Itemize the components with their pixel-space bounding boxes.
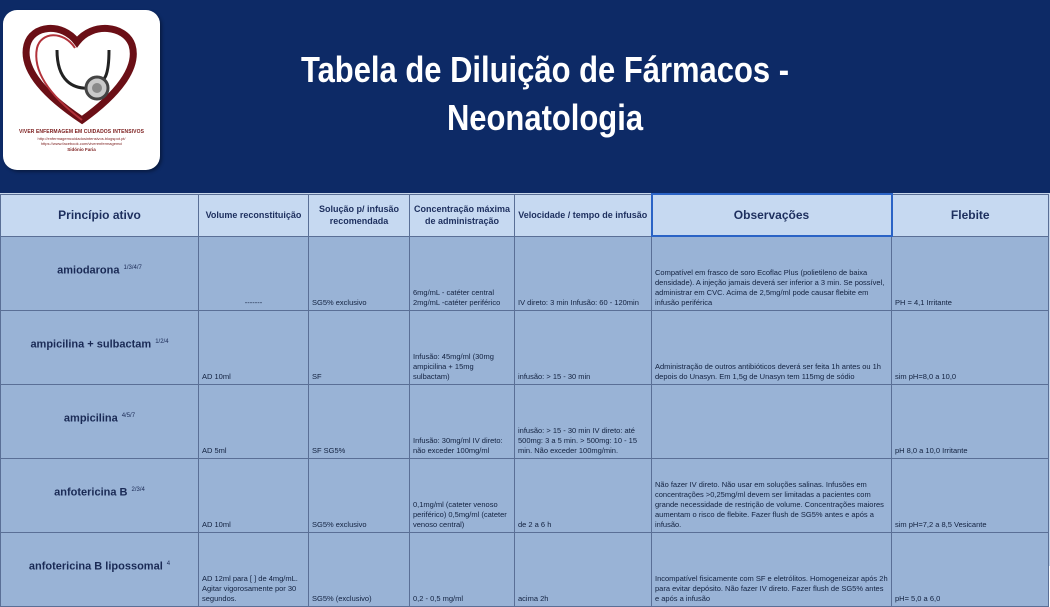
- table-row: [1, 236, 1049, 310]
- cell-reconstitution-volume-text: AD 10ml: [202, 371, 231, 381]
- drug-name: anfotericina B: [54, 486, 128, 499]
- table-row: [1, 532, 1049, 606]
- cell-max-concentration-text: 0,1mg/ml (cateter venoso periférico) 0,5mg/ml (cateter venoso central): [413, 499, 507, 529]
- column-header-phlebitis: Flebite: [892, 194, 1049, 236]
- cell-infusion-solution[interactable]: [309, 236, 410, 310]
- table-row: [1, 458, 1049, 532]
- cell-observations[interactable]: [652, 310, 892, 384]
- logo-title: VIVER ENFERMAGEM EM CUIDADOS INTENSIVOS: [18, 129, 145, 135]
- cell-infusion-speed[interactable]: [515, 310, 652, 384]
- cell-max-concentration[interactable]: [410, 310, 515, 384]
- logo-author: Sidónio Faria: [67, 147, 96, 152]
- drug-references: 4: [166, 560, 171, 567]
- column-header-infusion-solution: Solução p/ infusão recomendada: [309, 194, 410, 236]
- cell-phlebitis[interactable]: [892, 532, 1049, 606]
- cell-infusion-solution-text: SF: [312, 371, 322, 381]
- drug-references: 2/3/4: [131, 486, 145, 493]
- cell-reconstitution-volume[interactable]: [199, 236, 309, 310]
- drug-name: ampicilina + sulbactam: [30, 338, 152, 351]
- cell-infusion-solution-text: SF SG5%: [312, 445, 346, 455]
- cell-phlebitis-text: PH = 4,1 Irritante: [895, 297, 952, 307]
- cell-infusion-solution[interactable]: [309, 384, 410, 458]
- cell-infusion-solution-text: SG5% (exclusivo): [312, 593, 372, 603]
- page-title: Tabela de Diluição de Fármacos - Neonatologia: [300, 49, 790, 138]
- cell-max-concentration-text: Infusão: 45mg/ml (30mg ampicilina + 15mg sulbactam): [413, 351, 494, 381]
- cell-reconstitution-volume[interactable]: [199, 532, 309, 606]
- cell-infusion-speed[interactable]: [515, 384, 652, 458]
- cell-infusion-speed-text: infusão: > 15 - 30 min IV direto: até 500mg: 3 a 5 min. > 500mg: 10 - 15 min. Não exceder 100mg/min.: [518, 425, 638, 455]
- cell-observations[interactable]: [652, 236, 892, 310]
- cell-observations-text: Incompatível fisicamente com SF e eletrólitos. Homogeneizar após 2h para evitar depósito. Não fazer IV direto. Fazer flush de SG5% antes e após a infusão: [655, 573, 888, 603]
- cell-reconstitution-volume-text: AD 10ml: [202, 519, 231, 529]
- cell-max-concentration-text: 0,2 - 0,5 mg/ml: [413, 593, 464, 603]
- column-header-observations[interactable]: Observações: [652, 194, 892, 236]
- cell-phlebitis-text: sim pH=8,0 a 10,0: [895, 371, 957, 381]
- cell-reconstitution-volume[interactable]: [199, 458, 309, 532]
- cell-phlebitis[interactable]: [892, 384, 1049, 458]
- header-banner: [0, 0, 1050, 193]
- cell-infusion-solution[interactable]: [309, 458, 410, 532]
- cell-drug-name[interactable]: [1, 458, 199, 532]
- cell-reconstitution-volume-text: -------: [244, 297, 263, 307]
- cell-infusion-speed[interactable]: [515, 236, 652, 310]
- cell-infusion-speed[interactable]: [515, 532, 652, 606]
- cell-phlebitis-text: pH 8,0 a 10,0 Irritante: [895, 445, 968, 455]
- cell-reconstitution-volume-text: AD 5ml: [202, 445, 227, 455]
- cell-phlebitis-text: sim pH=7,2 a 8,5 Vesicante: [895, 519, 987, 529]
- cell-infusion-solution[interactable]: [309, 532, 410, 606]
- cell-drug-name[interactable]: [1, 532, 199, 606]
- cell-phlebitis[interactable]: [892, 310, 1049, 384]
- logo-facebook-url: https://www.facebook.com/viverenfermagemci: [40, 141, 123, 146]
- table-body: [1, 236, 1049, 606]
- cell-infusion-solution[interactable]: [309, 310, 410, 384]
- cell-infusion-speed-text: acima 2h: [518, 593, 549, 603]
- logo: [3, 10, 160, 170]
- cell-infusion-speed[interactable]: [515, 458, 652, 532]
- stethoscope-heart-icon: [17, 20, 147, 128]
- cell-max-concentration-text: 6mg/mL - catéter central: [413, 287, 495, 297]
- dilution-table-wrapper: [0, 193, 1050, 603]
- drug-references: 1/2/4: [155, 338, 169, 345]
- drug-name: anfotericina B lipossomal: [28, 560, 163, 573]
- cell-phlebitis[interactable]: [892, 458, 1049, 532]
- cell-infusion-speed-text: IV direto: 3 min Infusão: 60 - 120min: [518, 297, 639, 307]
- cell-max-concentration-text: 2mg/mL -catéter periférico: [413, 297, 501, 307]
- cell-drug-name[interactable]: [1, 236, 199, 310]
- cell-drug-name[interactable]: [1, 310, 199, 384]
- column-header-max-concentration: Concentração máxima de administração: [410, 194, 515, 236]
- cell-observations[interactable]: [652, 532, 892, 606]
- cell-reconstitution-volume[interactable]: [199, 310, 309, 384]
- cell-observations[interactable]: [652, 384, 892, 458]
- column-header-infusion-speed: Velocidade / tempo de infusão: [515, 194, 652, 236]
- cell-max-concentration[interactable]: [410, 458, 515, 532]
- table-row: [1, 310, 1049, 384]
- cell-observations-text: Compatível em frasco de soro Ecoflac Plus (polietileno de baixa densidade). A injeção jamais deverá ser inferior a 3 min. Se possível, administrar em CVC. Acima de 2,5mg/ml pode causar flebite em infusão periférica: [655, 267, 885, 307]
- cell-infusion-speed-text: de 2 a 6 h: [518, 519, 552, 529]
- cell-reconstitution-volume[interactable]: [199, 384, 309, 458]
- logo-blog-url: http://enfermagemcuidadosintensivos.blogspot.pt/: [37, 136, 126, 141]
- cell-max-concentration[interactable]: [410, 384, 515, 458]
- drug-references: 1/3/4/7: [123, 264, 142, 271]
- dilution-table: [0, 193, 1049, 607]
- cell-infusion-speed-text: infusão: > 15 - 30 min: [518, 371, 591, 381]
- column-header-reconstitution-volume: Volume reconstituição: [199, 194, 309, 236]
- drug-name: ampicilina: [63, 412, 118, 425]
- cell-drug-name[interactable]: [1, 384, 199, 458]
- cell-infusion-solution-text: SG5% exclusivo: [312, 519, 367, 529]
- cell-observations[interactable]: [652, 458, 892, 532]
- cell-infusion-solution-text: SG5% exclusivo: [312, 297, 367, 307]
- table-header-row: [1, 194, 1049, 236]
- cell-phlebitis-text: pH= 5,0 a 6,0: [895, 593, 941, 603]
- table-row: [1, 384, 1049, 458]
- cell-observations-text: Não fazer IV direto. Não usar em soluções salinas. Infusões em concentrações >0,25mg/ml devem ser limitadas a pacientes com grande necessidade de restrição de volume. Concentrações maiores aumentam o risco de flebite. Fazer flush de SG5% antes e após a infusão.: [655, 479, 884, 529]
- cell-reconstitution-volume-text: AD 12ml para [ ] de 4mg/mL. Agitar vigorosamente por 30 segundos.: [202, 573, 298, 603]
- cell-max-concentration[interactable]: [410, 236, 515, 310]
- cell-max-concentration-text: Infusão: 30mg/ml IV direto: não exceder 100mg/ml: [413, 435, 503, 455]
- drug-name: amiodarona: [57, 264, 120, 277]
- cell-phlebitis[interactable]: [892, 236, 1049, 310]
- drug-references: 4/5/7: [121, 412, 136, 419]
- column-header-active-principle: Princípio ativo: [1, 194, 199, 236]
- cell-observations-text: Administração de outros antibióticos deverá ser feita 1h antes ou 1h depois do Unasyn. Em 1,5g de Unasyn tem 115mg de sódio: [655, 361, 881, 381]
- cell-max-concentration[interactable]: [410, 532, 515, 606]
